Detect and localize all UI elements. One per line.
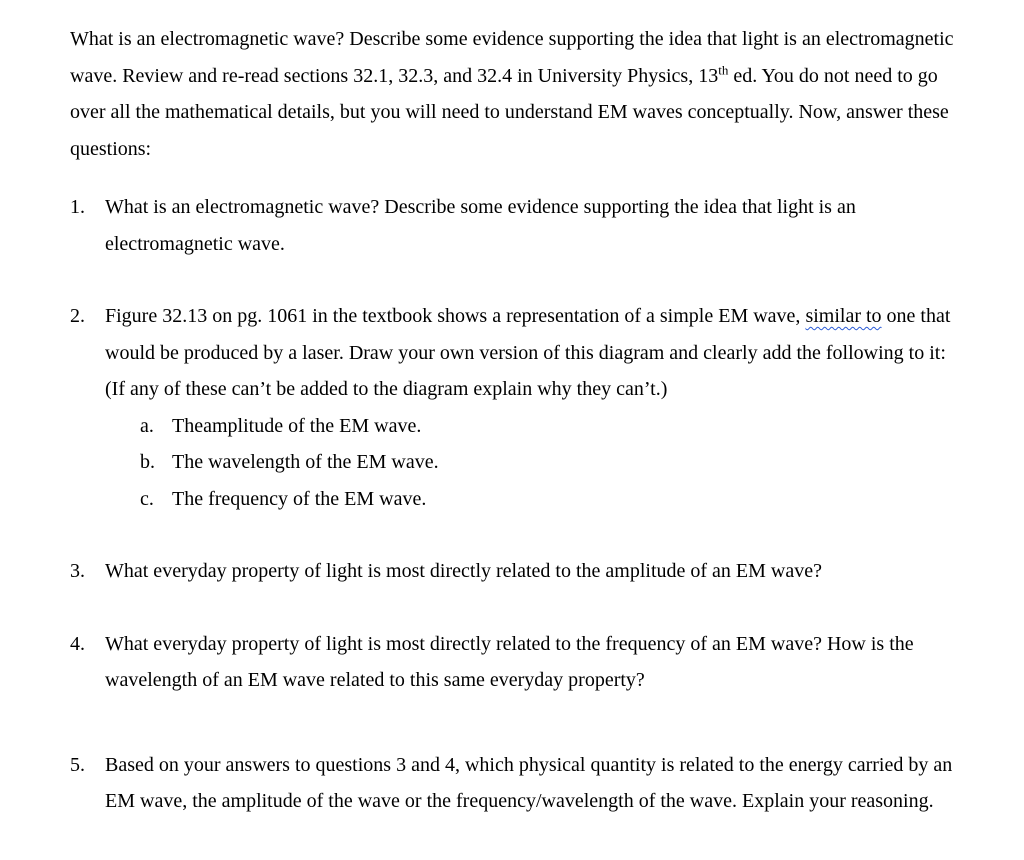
- question-5-text: Based on your answers to questions 3 and 4, which physical quantity is related to the energy carried by an EM wave, the amplitude of the wave or the frequency/wavelength of the wave. Explain your reasoning.: [105, 753, 953, 812]
- grammar-check-underlined-text: similar to: [805, 305, 882, 327]
- question-4-text: What everyday property of light is most directly related to the frequency of an EM wave? How is the wavelength of an EM wave related to this same everyday property?: [105, 632, 914, 691]
- question-1-body: [105, 189, 962, 262]
- question-2-text-after: one that would be produced by a laser. Draw your own version of this diagram and clearly add the following to it: (If any of these can’t be added to the diagram explain why they can’t.): [105, 305, 951, 400]
- question-2-sublist: [105, 408, 962, 518]
- subitem-a: [140, 408, 962, 445]
- subitem-a-label: a.: [140, 414, 154, 437]
- question-2-body: [105, 298, 962, 517]
- subitem-c-text: The frequency of the EM wave.: [172, 487, 427, 510]
- subitem-b-text: The wavelength of the EM wave.: [172, 451, 439, 473]
- question-3: [70, 553, 962, 590]
- question-3-number: 3.: [70, 560, 85, 582]
- question-5-number: 5.: [70, 753, 85, 776]
- subitem-b-label: b.: [140, 451, 155, 473]
- intro-text-part1: What is an electromagnetic wave? Describe some evidence supporting the idea that light is an electromagnetic wave. Review and re-read sections 32.1, 32.3, and 32.4 in University Physics, 13: [70, 28, 954, 87]
- question-2: [70, 298, 962, 517]
- question-4-body: [105, 626, 962, 699]
- question-1-number: 1.: [70, 196, 85, 218]
- subitem-c-label: c.: [140, 487, 154, 510]
- question-4: [70, 626, 962, 699]
- question-5: [70, 747, 962, 820]
- intro-text-part2: ed. You do not need to go over all the mathematical details, but you will need to understand EM waves conceptually. Now, answer these questions:: [70, 64, 949, 160]
- ordinal-superscript: th: [718, 61, 729, 77]
- intro-paragraph: [70, 21, 962, 167]
- subitem-b: [140, 444, 962, 481]
- question-2-text: [105, 298, 962, 408]
- question-1: [70, 189, 962, 262]
- question-4-number: 4.: [70, 632, 85, 655]
- question-5-body: [105, 747, 962, 820]
- question-1-text: What is an electromagnetic wave? Describe some evidence supporting the idea that light is an electromagnetic wave.: [105, 196, 856, 255]
- question-3-body: [105, 553, 962, 590]
- question-2-text-before: Figure 32.13 on pg. 1061 in the textbook shows a representation of a simple EM wave,: [105, 305, 806, 327]
- question-2-number: 2.: [70, 305, 85, 327]
- subitem-a-text: Theamplitude of the EM wave.: [172, 414, 422, 437]
- subitem-c: [140, 481, 962, 518]
- question-3-text: What everyday property of light is most directly related to the amplitude of an EM wave?: [105, 560, 822, 582]
